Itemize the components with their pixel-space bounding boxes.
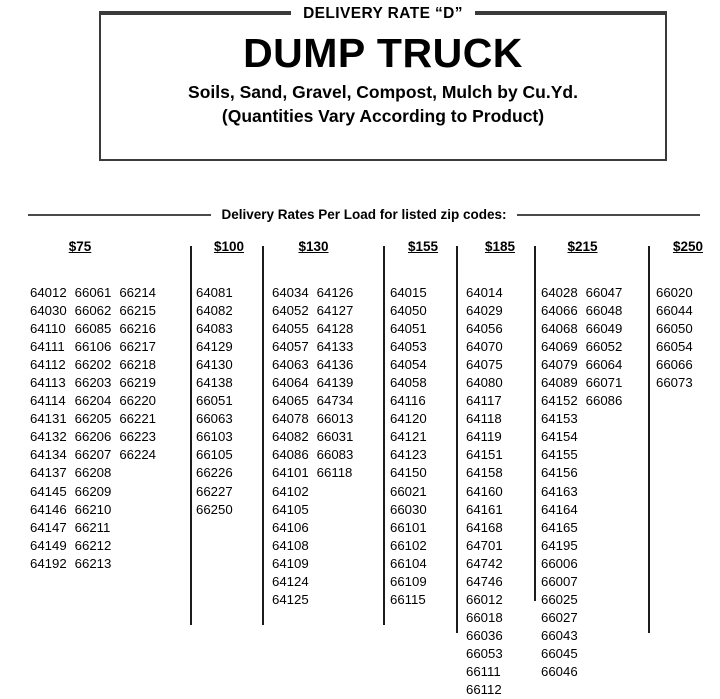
rate-group-100 (196, 238, 262, 519)
zip-code: 66053 (466, 645, 503, 661)
zip-code: 66101 (390, 519, 427, 535)
zip-code-columns (390, 284, 456, 609)
column-divider (383, 246, 385, 625)
page-title: DUMP TRUCK (243, 30, 523, 76)
zip-code: 64154 (541, 429, 578, 445)
rate-price-header: $100 (213, 239, 245, 254)
zip-code: 66052 (585, 339, 623, 355)
zip-code-column (75, 284, 112, 573)
zip-code: 64064 (272, 375, 309, 391)
zip-code: 64192 (30, 555, 67, 571)
zip-code: 66217 (119, 339, 157, 355)
zip-code: 64081 (196, 285, 233, 300)
zip-code: 66071 (585, 375, 623, 391)
delivery-rate-title: DELIVERY RATE “D” (291, 4, 475, 24)
zip-code-column (390, 284, 427, 609)
zip-code: 64063 (272, 357, 309, 373)
zip-code: 66208 (74, 465, 112, 481)
zip-code: 64055 (272, 321, 309, 337)
zip-code: 66215 (119, 303, 157, 319)
subtitle-products: Soils, Sand, Gravel, Compost, Mulch by Cu.Yd. (188, 82, 578, 102)
zip-code: 66083 (316, 447, 354, 463)
zip-code: 66006 (541, 555, 578, 571)
zip-code: 64105 (272, 501, 309, 517)
zip-code: 66031 (316, 429, 354, 445)
zip-code: 66049 (585, 321, 623, 337)
title-rule-left (99, 13, 291, 15)
zip-code: 66209 (74, 483, 112, 499)
zip-code-columns (541, 284, 648, 681)
rate-group-250 (656, 238, 720, 392)
caption-rule-left (28, 214, 211, 216)
zip-code: 64125 (272, 591, 309, 607)
zip-code: 64161 (466, 501, 503, 517)
zip-code: 66106 (74, 339, 112, 355)
zip-code: 66206 (74, 429, 112, 445)
rate-columns-area (0, 238, 720, 698)
zip-code: 64195 (541, 537, 578, 553)
zip-code: 64131 (30, 411, 67, 427)
zip-code: 64034 (272, 285, 309, 300)
zip-code: 66012 (466, 591, 503, 607)
zip-code: 64137 (30, 465, 67, 481)
rate-price-header: $215 (567, 239, 598, 254)
zip-code: 64147 (30, 519, 67, 535)
zip-code: 64112 (30, 357, 66, 373)
zip-code-columns (466, 284, 534, 699)
zip-code: 64133 (316, 339, 354, 355)
zip-code: 66218 (119, 357, 157, 373)
zip-code: 66044 (656, 303, 693, 319)
zip-code: 64118 (466, 411, 502, 427)
zip-code: 66115 (390, 591, 426, 607)
zip-code: 64746 (466, 573, 503, 589)
zip-code: 66050 (656, 321, 693, 337)
zip-code: 64163 (541, 483, 578, 499)
title-rule-right (475, 13, 667, 15)
column-divider (648, 246, 650, 633)
zip-code: 64701 (466, 537, 503, 553)
rate-price-header: $250 (672, 239, 704, 254)
zip-code: 64126 (316, 285, 354, 300)
zip-code: 66020 (656, 285, 693, 300)
zip-code: 64128 (316, 321, 354, 337)
zip-code-columns (272, 284, 383, 609)
zip-code: 64108 (272, 537, 309, 553)
zip-code: 64051 (390, 321, 427, 337)
zip-code: 64086 (272, 447, 309, 463)
zip-code: 64156 (541, 465, 578, 481)
zip-code: 66207 (74, 447, 112, 463)
zip-code: 66203 (74, 375, 112, 391)
zip-code-column (656, 284, 693, 392)
zip-code: 64070 (466, 339, 503, 355)
zip-code: 64106 (272, 519, 309, 535)
zip-code: 66226 (196, 465, 233, 481)
zip-code: 66073 (656, 375, 693, 391)
zip-code: 64029 (466, 303, 503, 319)
rate-price-header: $185 (484, 239, 516, 254)
zip-code: 64089 (541, 375, 578, 391)
rate-group-185 (466, 238, 534, 699)
zip-code: 64053 (390, 339, 427, 355)
zip-code: 66054 (656, 339, 693, 355)
zip-code: 66213 (74, 555, 112, 571)
zip-code-column (196, 284, 233, 519)
zip-code: 66105 (196, 447, 233, 463)
zip-code: 66221 (119, 411, 157, 427)
zip-code: 64114 (30, 393, 66, 409)
zip-code: 64138 (196, 375, 233, 391)
zip-code: 66250 (196, 501, 233, 517)
rate-price-header: $75 (68, 239, 92, 254)
zip-code: 64160 (466, 483, 503, 499)
zip-code: 66030 (390, 501, 427, 517)
zip-code: 66086 (585, 393, 623, 409)
zip-code: 64117 (466, 393, 502, 409)
zip-code: 66202 (74, 357, 112, 373)
zip-code: 64050 (390, 303, 427, 319)
zip-code: 66036 (466, 627, 503, 643)
zip-code: 66219 (119, 375, 157, 391)
zip-code: 64145 (30, 483, 67, 499)
zip-code: 64082 (196, 303, 233, 319)
zip-code: 66104 (390, 555, 427, 571)
zip-code: 66046 (541, 663, 578, 679)
zip-code: 64065 (272, 393, 309, 409)
zip-code-columns (196, 284, 262, 519)
zip-code: 66118 (316, 465, 353, 481)
zip-code: 64110 (30, 321, 66, 337)
zip-code: 64136 (316, 357, 354, 373)
caption-rule-right (517, 214, 700, 216)
zip-code: 64056 (466, 321, 503, 337)
zip-code: 64109 (272, 555, 309, 571)
rate-group-215 (541, 238, 648, 681)
zip-code: 66103 (196, 429, 233, 445)
zip-code: 66043 (541, 627, 578, 643)
zip-code: 64152 (541, 393, 578, 409)
zip-code: 66047 (585, 285, 623, 300)
zip-code: 64116 (390, 393, 426, 409)
zip-code-column (586, 284, 623, 681)
zip-code: 66021 (390, 483, 427, 499)
zip-code: 64101 (272, 465, 309, 481)
zip-code: 64014 (466, 285, 503, 300)
zip-code: 64066 (541, 303, 578, 319)
zip-code: 64028 (541, 285, 578, 300)
zip-code: 64079 (541, 357, 578, 373)
zip-code-column (541, 284, 578, 681)
zip-code: 64132 (30, 429, 67, 445)
zip-code: 66227 (196, 483, 233, 499)
zip-code: 64058 (390, 375, 427, 391)
zip-code: 66064 (585, 357, 623, 373)
zip-code-columns (30, 284, 190, 573)
zip-code: 66085 (74, 321, 112, 337)
zip-code: 66214 (119, 285, 157, 300)
zip-code: 64158 (466, 465, 503, 481)
zip-code: 64734 (316, 393, 354, 409)
zip-code: 66216 (119, 321, 157, 337)
zip-code: 64139 (316, 375, 354, 391)
zip-code: 64146 (30, 501, 67, 517)
column-divider (456, 246, 458, 633)
zip-code: 66062 (74, 303, 112, 319)
zip-code: 64080 (466, 375, 503, 391)
zip-code: 66204 (74, 393, 112, 409)
zip-code: 66013 (316, 411, 354, 427)
zip-code: 64054 (390, 357, 427, 373)
zip-code: 64111 (30, 339, 65, 355)
rates-caption: Delivery Rates Per Load for listed zip codes: (221, 207, 507, 222)
zip-code: 66211 (74, 519, 111, 535)
rate-group-75 (30, 238, 190, 573)
zip-code: 66109 (390, 573, 427, 589)
zip-code: 66048 (585, 303, 623, 319)
delivery-rate-title-row (99, 2, 667, 26)
zip-code: 66112 (466, 682, 502, 698)
column-divider (534, 246, 536, 601)
zip-code: 64129 (196, 339, 233, 355)
zip-code: 64015 (390, 285, 427, 300)
rate-group-155 (390, 238, 456, 609)
zip-code: 64078 (272, 411, 309, 427)
zip-code: 64164 (541, 501, 578, 517)
zip-code-column (30, 284, 67, 573)
zip-code: 64113 (30, 375, 66, 391)
zip-code-column (272, 284, 309, 609)
zip-code: 64120 (390, 411, 427, 427)
zip-code: 64083 (196, 321, 233, 337)
zip-code: 64121 (390, 429, 427, 445)
zip-code: 64155 (541, 447, 578, 463)
zip-code: 64069 (541, 339, 578, 355)
zip-code-column (466, 284, 503, 699)
zip-code: 64127 (316, 303, 354, 319)
zip-code: 64075 (466, 357, 503, 373)
zip-code: 66210 (74, 501, 112, 517)
zip-code: 66224 (119, 447, 157, 463)
zip-code: 66220 (119, 393, 157, 409)
column-divider (262, 246, 264, 625)
zip-code: 64123 (390, 447, 427, 463)
zip-code-column (119, 284, 156, 573)
zip-code: 66212 (74, 537, 112, 553)
zip-code: 66205 (74, 411, 112, 427)
rate-price-header: $155 (407, 239, 439, 254)
column-divider (190, 246, 192, 625)
rate-group-130 (272, 238, 383, 609)
zip-code: 66007 (541, 573, 578, 589)
zip-code: 66111 (466, 663, 501, 679)
rate-price-header: $130 (298, 239, 329, 254)
zip-code: 64149 (30, 537, 67, 553)
zip-code: 64082 (272, 429, 309, 445)
zip-code: 66045 (541, 645, 578, 661)
zip-code: 64130 (196, 357, 233, 373)
zip-code-columns (656, 284, 720, 392)
zip-code: 64168 (466, 519, 503, 535)
zip-code: 64134 (30, 447, 67, 463)
zip-code: 66018 (466, 609, 503, 625)
zip-code: 64068 (541, 321, 578, 337)
zip-code: 66066 (656, 357, 693, 373)
zip-code: 64102 (272, 483, 309, 499)
zip-code: 66063 (196, 411, 233, 427)
zip-code: 64153 (541, 411, 578, 427)
zip-code: 64742 (466, 555, 503, 571)
subtitle-quantities-note: (Quantities Vary According to Product) (221, 106, 545, 126)
zip-code: 64124 (272, 573, 309, 589)
zip-code: 64052 (272, 303, 309, 319)
zip-code: 64012 (30, 285, 67, 300)
zip-code: 66025 (541, 591, 578, 607)
rates-caption-row (28, 205, 700, 225)
zip-code: 66061 (74, 285, 112, 300)
zip-code: 64119 (466, 429, 502, 445)
zip-code: 66051 (196, 393, 233, 409)
zip-code: 66027 (541, 609, 578, 625)
zip-code: 64165 (541, 519, 578, 535)
zip-code-column (317, 284, 354, 609)
zip-code: 66223 (119, 429, 157, 445)
zip-code: 64151 (466, 447, 503, 463)
zip-code: 64030 (30, 303, 67, 319)
zip-code: 64057 (272, 339, 309, 355)
zip-code: 64150 (390, 465, 427, 481)
zip-code: 66102 (390, 537, 427, 553)
